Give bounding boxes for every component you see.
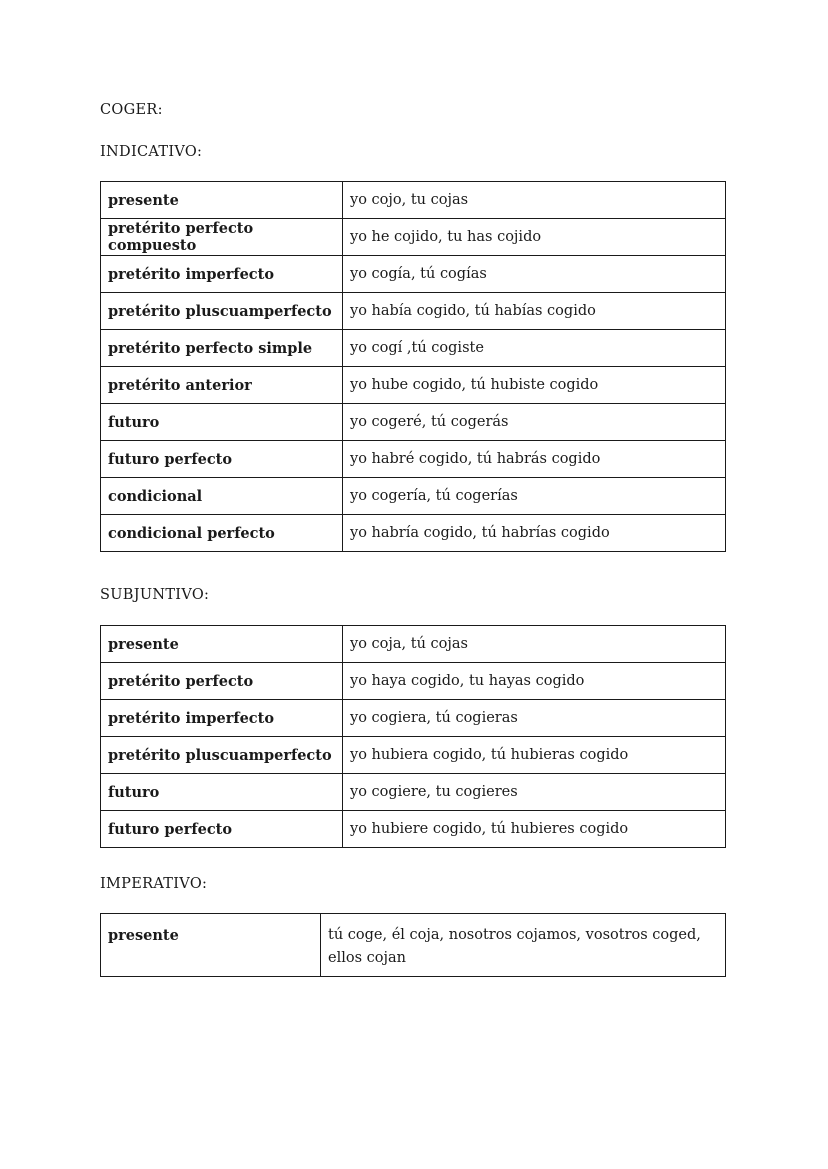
table-row	[101, 330, 726, 367]
table-row	[101, 478, 726, 515]
table-row	[101, 737, 726, 774]
forms-cell: yo coja, tú cojas	[343, 626, 726, 663]
forms-cell: yo cogería, tú cogerías	[343, 478, 726, 515]
tense-cell: futuro perfecto	[101, 811, 343, 848]
table-row	[101, 914, 726, 977]
table-row	[101, 367, 726, 404]
imperativo-table	[100, 913, 726, 977]
forms-cell: yo cogía, tú cogías	[343, 256, 726, 293]
imperativo-heading: IMPERATIVO:	[100, 876, 208, 892]
tense-cell: futuro perfecto	[101, 441, 343, 478]
forms-cell: yo había cogido, tú habías cogido	[343, 293, 726, 330]
table-row	[101, 774, 726, 811]
tense-cell: futuro	[101, 404, 343, 441]
table-row	[101, 811, 726, 848]
table-row	[101, 700, 726, 737]
table-row	[101, 256, 726, 293]
tense-cell: pretérito perfecto	[101, 663, 343, 700]
tense-cell: condicional perfecto	[101, 515, 343, 552]
forms-cell: yo hube cogido, tú hubiste cogido	[343, 367, 726, 404]
tense-cell: pretérito imperfecto	[101, 700, 343, 737]
forms-cell: yo cogeré, tú cogerás	[343, 404, 726, 441]
tense-cell: pretérito perfecto compuesto	[101, 219, 343, 256]
indicativo-table	[100, 181, 726, 552]
table-row	[101, 626, 726, 663]
tense-cell: presente	[101, 182, 343, 219]
forms-cell: yo he cojido, tu has cojido	[343, 219, 726, 256]
table-row	[101, 219, 726, 256]
forms-cell: yo hubiera cogido, tú hubieras cogido	[343, 737, 726, 774]
table-row	[101, 515, 726, 552]
tense-cell: presente	[101, 914, 321, 977]
tense-cell: presente	[101, 626, 343, 663]
forms-cell: yo cogí ,tú cogiste	[343, 330, 726, 367]
document-title: COGER:	[100, 102, 163, 118]
tense-cell: pretérito pluscuamperfecto	[101, 293, 343, 330]
forms-cell: yo habré cogido, tú habrás cogido	[343, 441, 726, 478]
table-row	[101, 404, 726, 441]
forms-cell: yo hubiere cogido, tú hubieres cogido	[343, 811, 726, 848]
tense-cell: condicional	[101, 478, 343, 515]
forms-cell: yo cojo, tu cojas	[343, 182, 726, 219]
tense-cell: pretérito pluscuamperfecto	[101, 737, 343, 774]
tense-cell: pretérito imperfecto	[101, 256, 343, 293]
subjuntivo-table	[100, 625, 726, 848]
forms-cell: tú coge, él coja, nosotros cojamos, vosotros coged, ellos cojan	[321, 914, 726, 977]
forms-cell: yo cogiere, tu cogieres	[343, 774, 726, 811]
forms-cell: yo haya cogido, tu hayas cogido	[343, 663, 726, 700]
table-row	[101, 441, 726, 478]
tense-cell: pretérito perfecto simple	[101, 330, 343, 367]
table-row	[101, 182, 726, 219]
tense-cell: pretérito anterior	[101, 367, 343, 404]
tense-cell: futuro	[101, 774, 343, 811]
table-row	[101, 293, 726, 330]
forms-cell: yo habría cogido, tú habrías cogido	[343, 515, 726, 552]
subjuntivo-heading: SUBJUNTIVO:	[100, 587, 210, 603]
indicativo-heading: INDICATIVO:	[100, 144, 203, 160]
table-row	[101, 663, 726, 700]
forms-cell: yo cogiera, tú cogieras	[343, 700, 726, 737]
